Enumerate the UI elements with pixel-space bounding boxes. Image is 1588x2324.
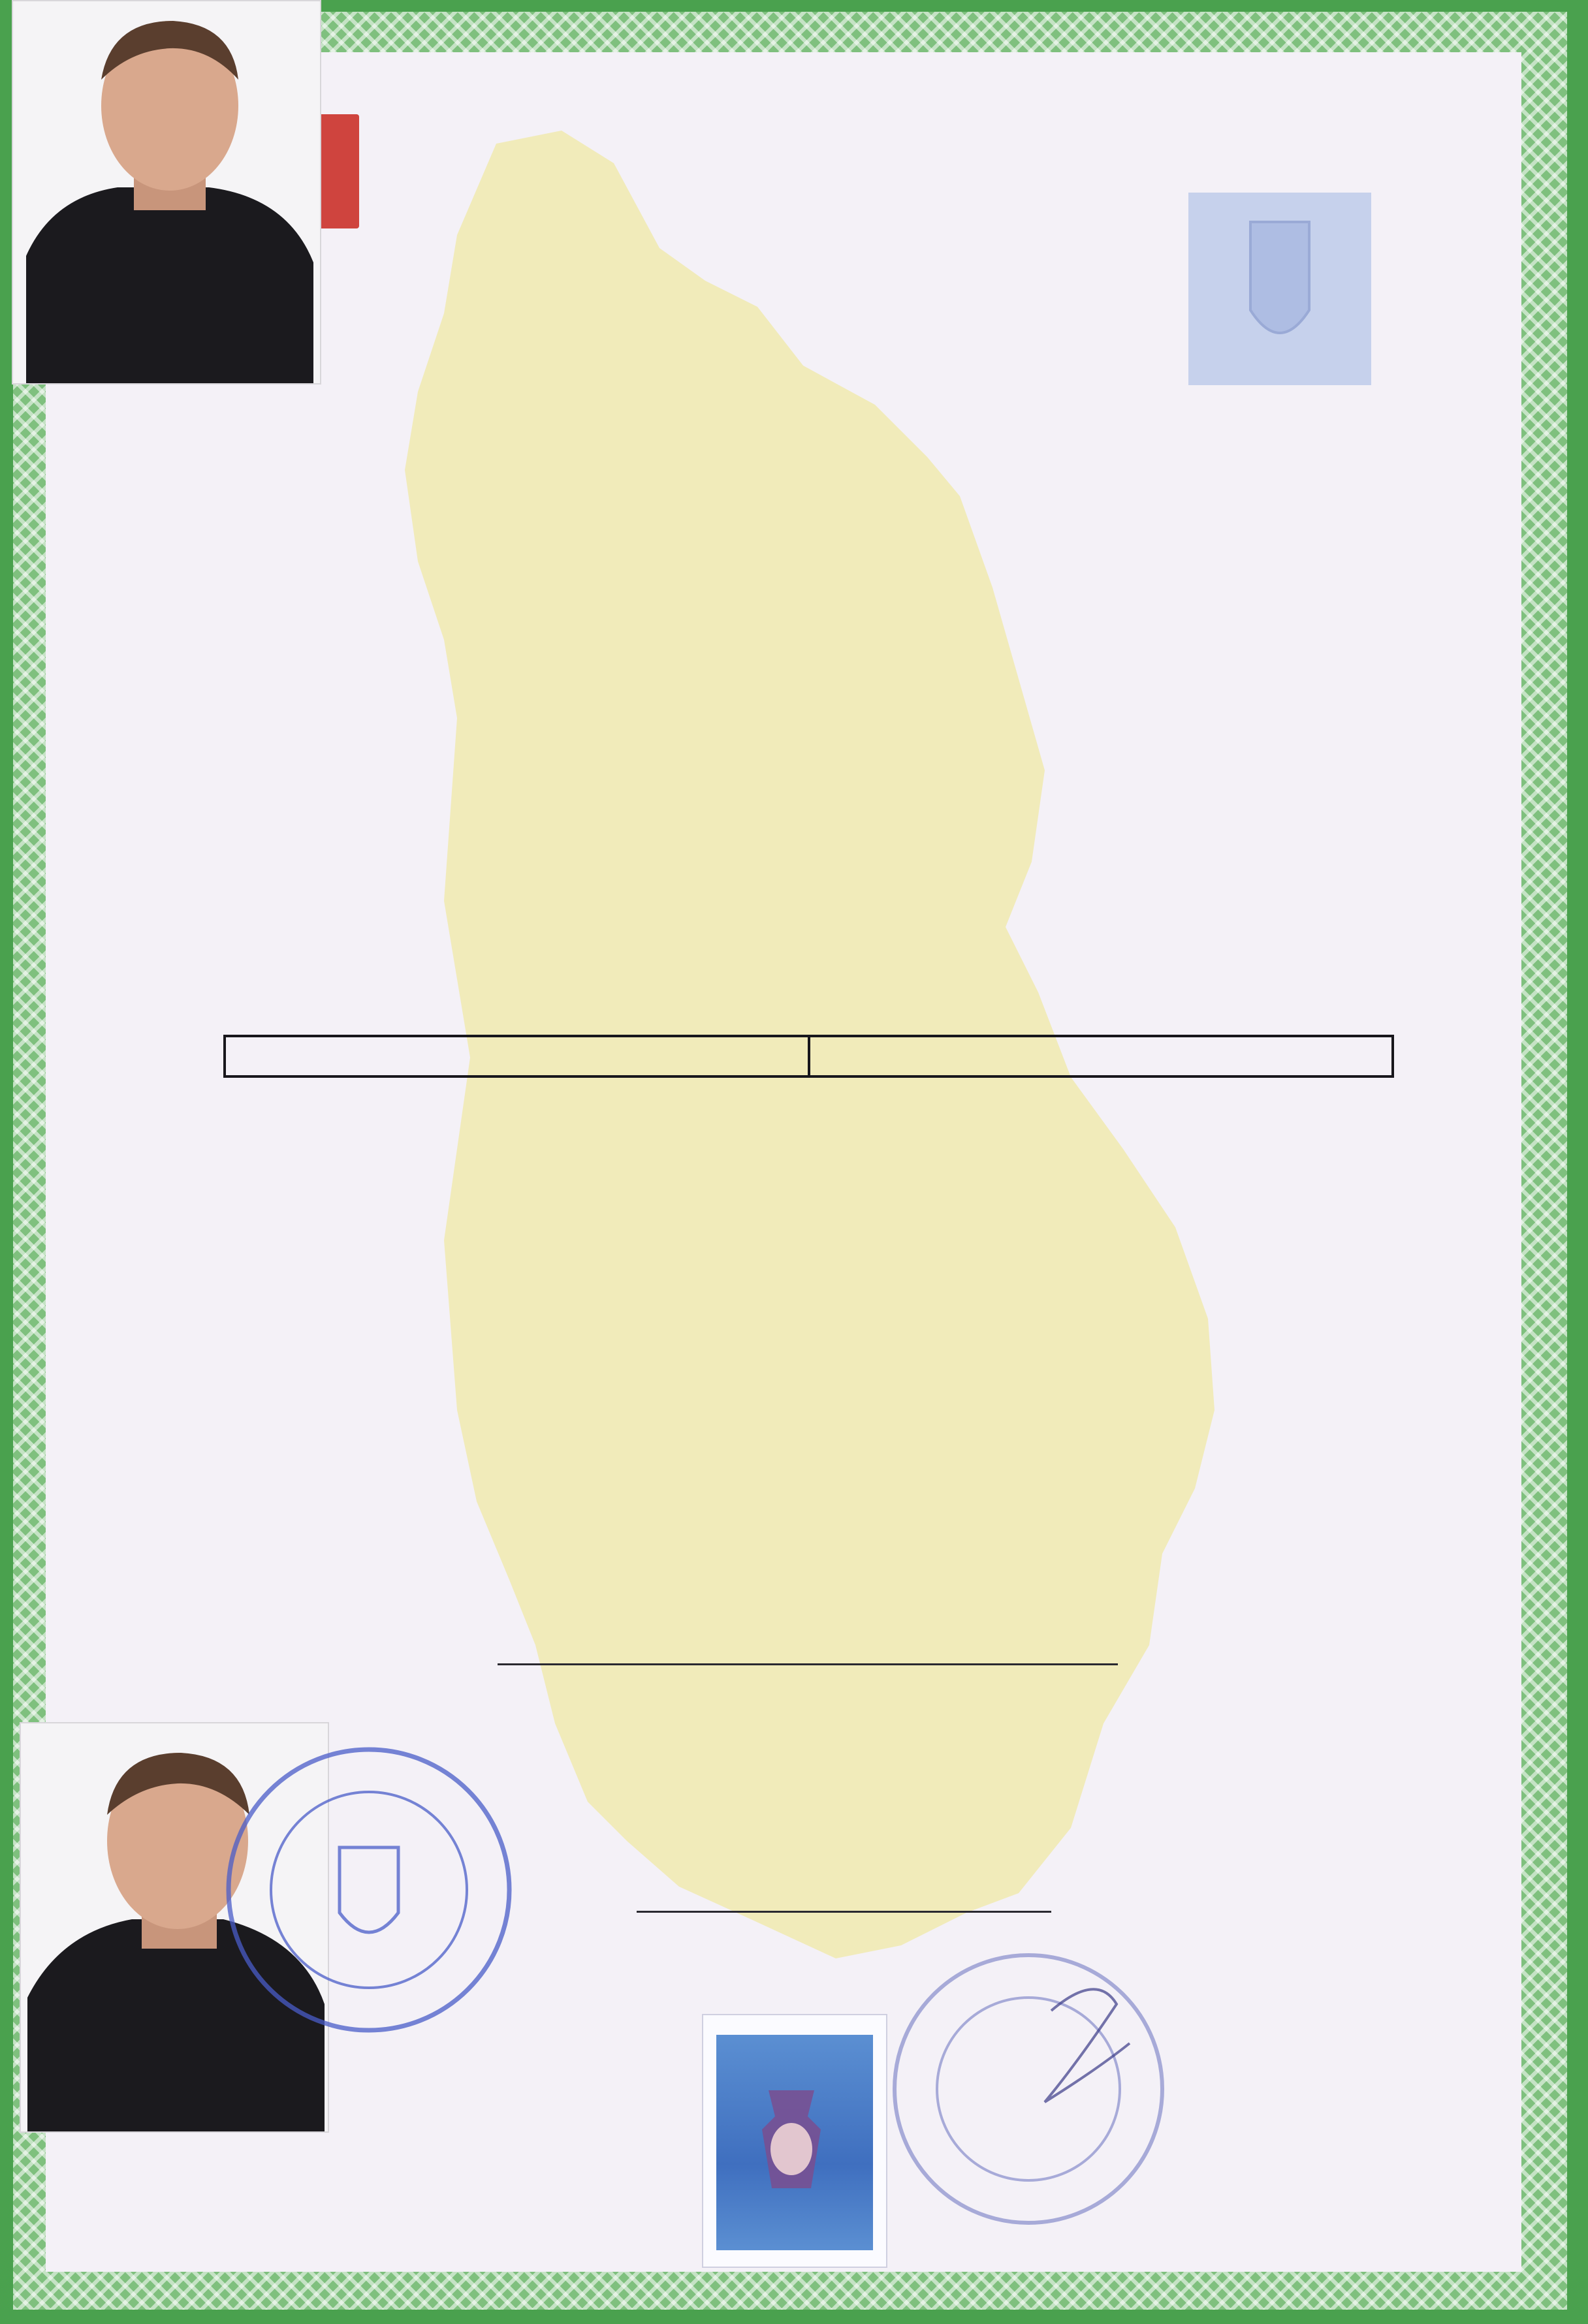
tax-stamp xyxy=(702,2014,887,2268)
table-header-empty-cell xyxy=(809,1036,1393,1076)
issued-for-underline xyxy=(498,1663,1118,1665)
civil-data-table xyxy=(223,1035,1394,1078)
hologram-emblem xyxy=(1188,193,1371,385)
officer-signature-line xyxy=(637,1911,1051,1913)
table-header-cell xyxy=(225,1036,809,1076)
civil-office-line xyxy=(160,558,175,593)
signature-stroke xyxy=(1045,1989,1130,2102)
tax-stamp-face xyxy=(716,2035,873,2250)
tax-stamp-portrait xyxy=(742,2071,840,2214)
table-header-row xyxy=(225,1036,1393,1076)
photo-portrait-top xyxy=(12,0,321,385)
official-seal-right xyxy=(881,1932,1175,2246)
official-seal-left xyxy=(215,1736,522,2043)
